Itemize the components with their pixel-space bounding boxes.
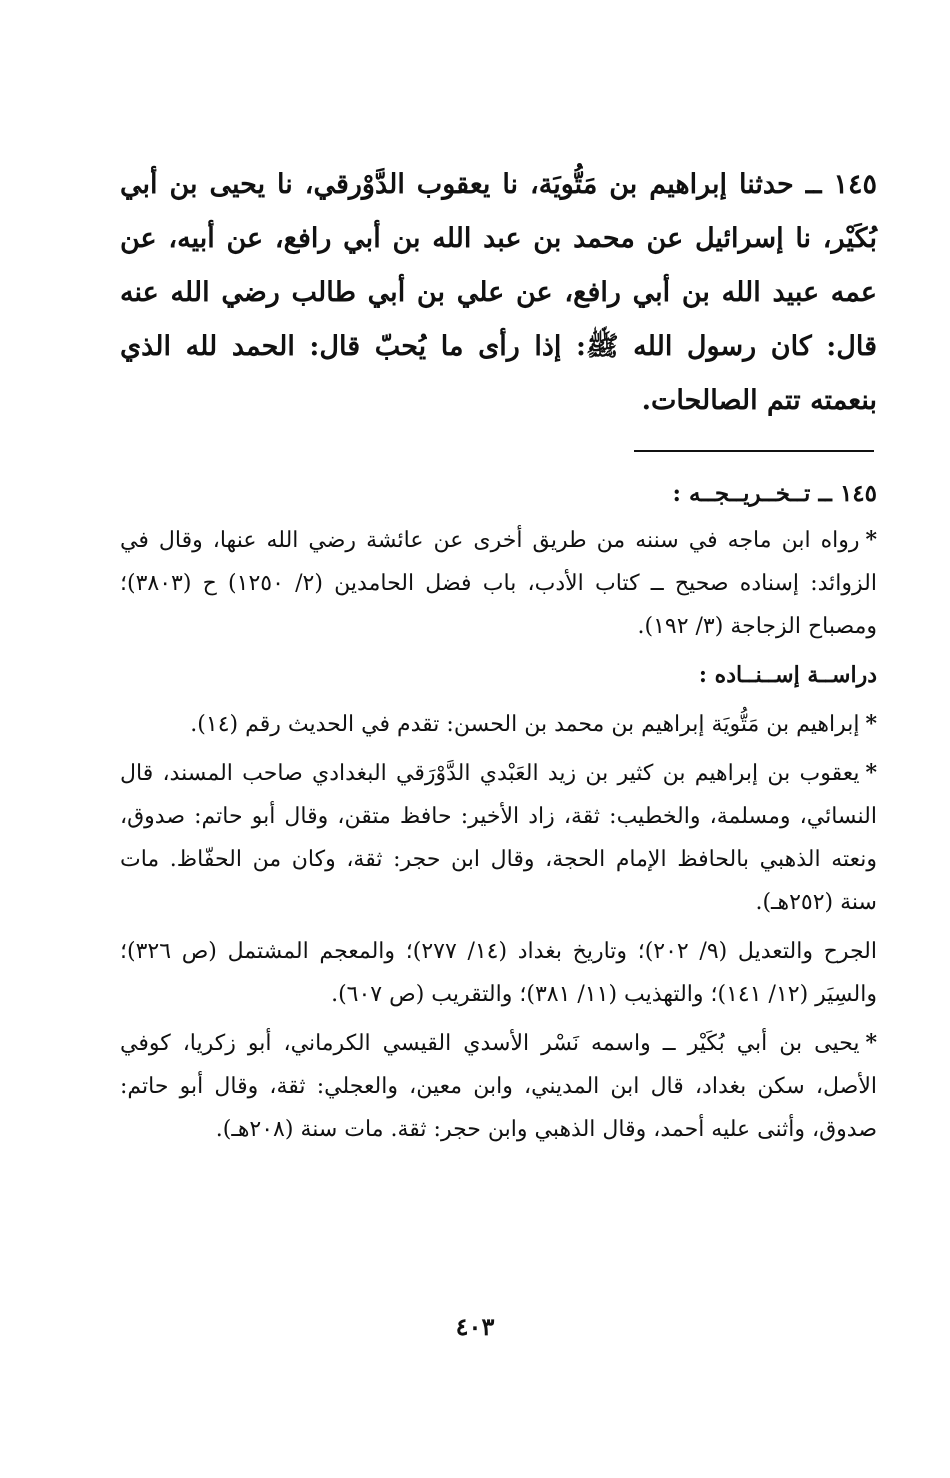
narrator-text-3: يحيى بن أبي بُكَيْر ــ واسمه نَسْر الأسدي القيسي الكرماني، أبو زكريا، كوفي الأصل، سكن بغداد، قال ابن المديني، وابن معين، والعجلي: ثقة، وقال أبو حاتم: صدوق، وأثنى عليه أحمد، وقال الذهبي وابن حجر: ثقة. مات سنة (٢٠٨هـ). xyxy=(120,1031,877,1142)
narrator-text-1: إبراهيم بن مَتُّويَة إبراهيم بن محمد بن الحسن: تقدم في الحديث رقم (١٤). xyxy=(190,712,860,737)
isnad-heading: دراســة إســنــاده : xyxy=(698,662,877,688)
hadith-text xyxy=(120,158,877,428)
footnotes xyxy=(120,472,877,1157)
narrator-paragraph-2 xyxy=(120,752,877,924)
takhrij-text: رواه ابن ماجه في سننه من طريق أخرى عن عائشة رضي الله عنها، وقال في الزوائد: إسناده صحيح ــ كتاب الأدب، باب فضل الحامدين (٢/ ١٢٥٠) ح (٣٨٠٣)؛ ومصباح الزجاجة (٣/ ١٩٢). xyxy=(120,528,877,639)
bullet-star: * xyxy=(865,527,877,553)
takhrij-paragraph xyxy=(120,519,877,648)
page-number: ٤٠٣ xyxy=(455,1312,495,1341)
bullet-star: * xyxy=(865,711,877,737)
narrator-paragraph-1 xyxy=(120,703,877,746)
bullet-star: * xyxy=(865,760,877,786)
narrator-text-2: يعقوب بن إبراهيم بن كثير بن زيد العَبْدي الدَّوْرَقي البغدادي صاحب المسند، قال النسائي، ومسلمة، والخطيب: ثقة، زاد الأخير: حافظ متقن، وقال أبو حاتم: صدوق، ونعته الذهبي بالحافظ الإمام الحجة، وقال ابن حجر: ثقة، وكان من الحفّاظ. مات سنة (٢٥٢هـ). xyxy=(120,761,877,915)
takhrij-heading: ١٤٥ ــ تــخــريــجــه : xyxy=(672,480,877,507)
footnote-divider xyxy=(634,450,874,452)
narrator-paragraph-3 xyxy=(120,1022,877,1151)
hadith-number: ١٤٥ xyxy=(833,169,878,200)
bullet-star: * xyxy=(865,1030,877,1056)
sources-paragraph: الجرح والتعديل (٩/ ٢٠٢)؛ وتاريخ بغداد (١٤/ ٢٧٧)؛ والمعجم المشتمل (ص ٣٢٦)؛ والسِيَر (١٢/ ١٤١)؛ والتهذيب (١١/ ٣٨١)؛ والتقريب (ص ٦٠٧). xyxy=(120,939,877,1007)
hadith-body: ــ حدثنا إبراهيم بن مَتُّويَة، نا يعقوب الدَّوْرقي، نا يحيى بن أبي بُكَيْر، نا إسرائيل عن محمد بن عبد الله بن أبي رافع، عن أبيه، عن عمه عبيد الله بن أبي رافع، عن علي بن أبي طالب رضي الله عنه قال: كان رسول الله ﷺ: إذا رأى ما يُحبّ قال: الحمد لله الذي بنعمته تتم الصالحات. xyxy=(120,169,877,416)
